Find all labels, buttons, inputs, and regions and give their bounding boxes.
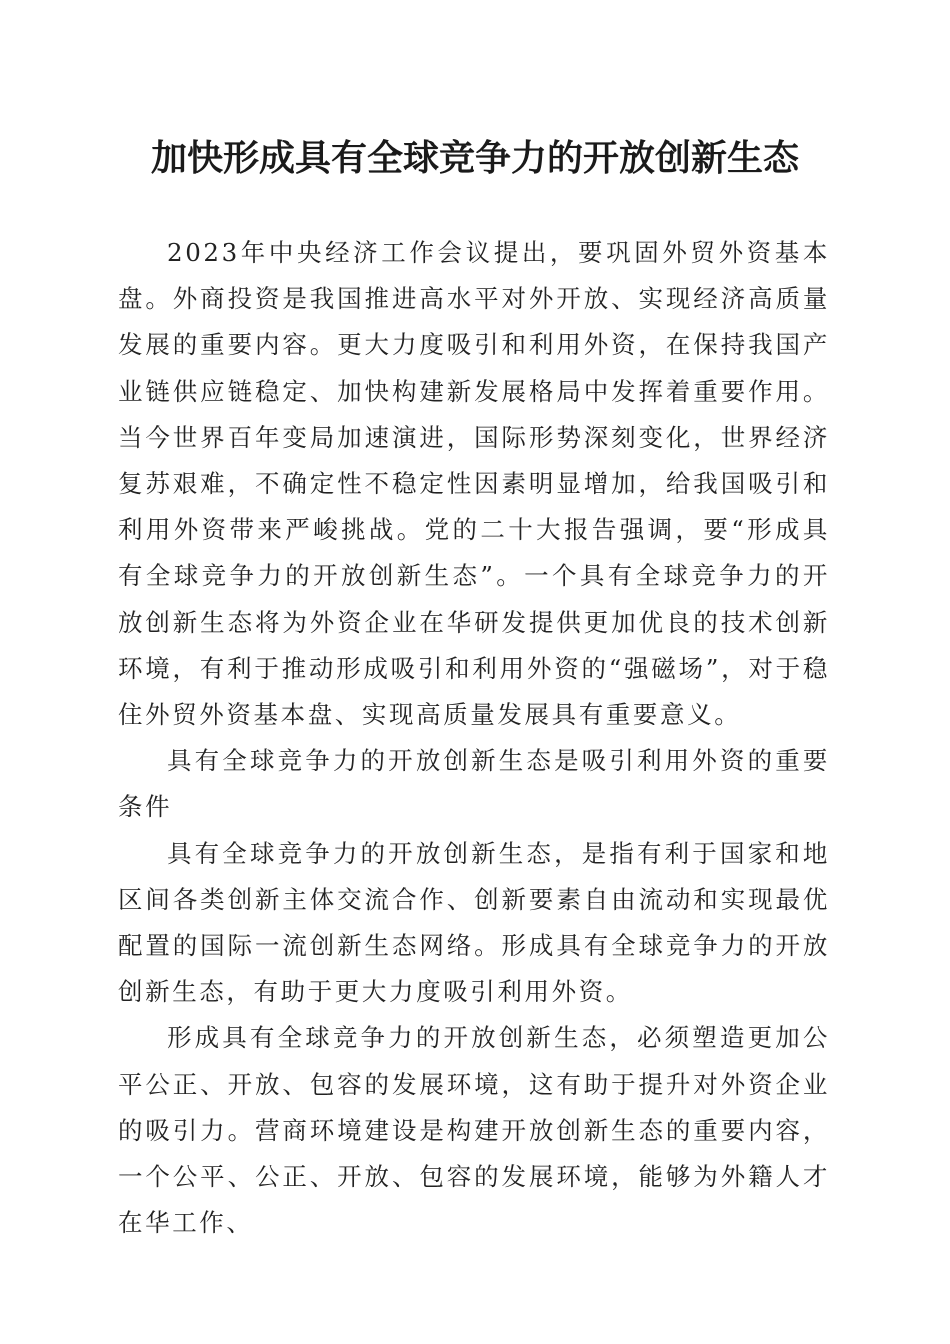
document-title: 加快形成具有全球竞争力的开放创新生态 xyxy=(150,137,799,179)
paragraph-intro: 2023年中央经济工作会议提出，要巩固外贸外资基本盘。外商投资是我国推进高水平对外开放、实现经济高质量发展的重要内容。更大力度吸引和利用外资，在保持我国产业链供应链稳定、加快构建新发展格局中发挥着重要作用。当今世界百年变局加速演进，国际形势深刻变化，世界经济复苏艰难，不确定性不稳定性因素明显增加，给我国吸引和利用外资带来严峻挑战。党的二十大报告强调，要“形成具有全球竞争力的开放创新生态”。一个具有全球竞争力的开放创新生态将为外资企业在华研发提供更加优良的技术创新环境，有利于推动形成吸引和利用外资的“强磁场”，对于稳住外贸外资基本盘、实现高质量发展具有重要意义。 xyxy=(118,238,830,730)
paragraph-environment: 形成具有全球竞争力的开放创新生态，必须塑造更加公平公正、开放、包容的发展环境，这有助于提升对外资企业的吸引力。营商环境建设是构建开放创新生态的重要内容，一个公平、公正、开放、包容的发展环境，能够为外籍人才在华工作、 xyxy=(118,1023,830,1238)
section-heading: 具有全球竞争力的开放创新生态是吸引利用外资的重要条件 xyxy=(118,746,830,822)
document-body xyxy=(118,230,830,1246)
paragraph-definition: 具有全球竞争力的开放创新生态，是指有利于国家和地区间各类创新主体交流合作、创新要素自由流动和实现最优配置的国际一流创新生态网络。形成具有全球竞争力的开放创新生态，有助于更大力度吸引利用外资。 xyxy=(118,838,830,1007)
